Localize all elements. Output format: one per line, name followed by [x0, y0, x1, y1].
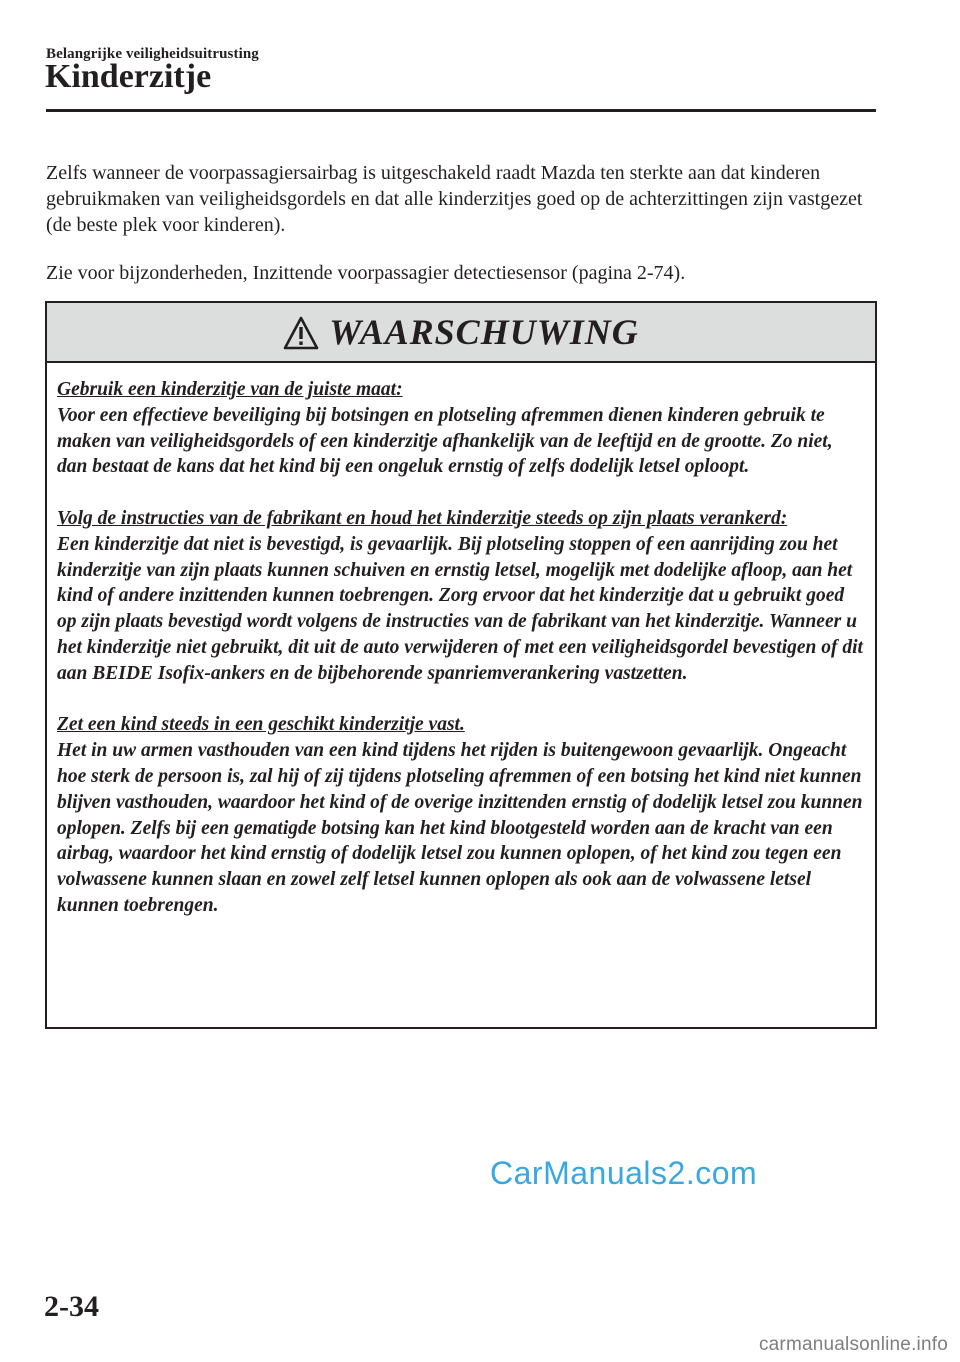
footer-watermark: carmanualsonline.info [758, 1334, 948, 1355]
warning-item-heading: Volg de instructies van de fabrikant en houd het kinderzitje steeds op zijn plaats verankerd: [57, 507, 788, 529]
warning-title: WAARSCHUWING [329, 312, 639, 352]
warning-triangle-icon [283, 316, 319, 350]
warning-item [57, 506, 865, 687]
title-divider [46, 109, 876, 112]
section-label: Belangrijke veiligheidsuitrusting [46, 46, 259, 62]
warning-item-text: Het in uw armen vasthouden van een kind tijdens het rijden is buitengewoon gevaarlijk. Ongeacht hoe sterk de persoon is, zal hij of zij tijdens plotseling afremmen of een botsing het kind niet kunnen blijven vasthouden, waardoor het kind of de overige inzittenden ernstig of dodelijk letsel zou kunnen oplopen. Zelfs bij een gematigde botsing kan het kind blootgesteld worden aan de kracht van een airbag, waardoor het kind ernstig of dodelijk letsel zou kunnen oplopen, of het kind zou tegen een volwassene kunnen slaan en zowel zelf letsel kunnen oplopen als ook aan de volwassene letsel kunnen toebrengen. [57, 740, 863, 916]
intro-paragraph: Zelfs wanneer de voorpassagiersairbag is uitgeschakeld raadt Mazda ten sterkte aan dat kinderen gebruikmaken van veiligheidsgordels en dat alle kinderzitjes goed op de achterzittingen zijn vastgezet (de beste plek voor kinderen). [46, 162, 863, 236]
warning-item-heading: Gebruik een kinderzitje van de juiste maat: [57, 379, 403, 400]
page-title: Kinderzitje [45, 58, 212, 95]
warning-box [45, 301, 877, 1029]
intro-reference-paragraph: Zie voor bijzonderheden, Inzittende voorpassagier detectiesensor (pagina 2-74). [46, 262, 686, 284]
watermark-logo: CarManuals2.com [490, 1155, 758, 1191]
page-number: 2-34 [44, 1290, 99, 1323]
warning-item-text: Voor een effectieve beveiliging bij botsingen en plotseling afremmen dienen kinderen gebruik te maken van veiligheidsgordels of een kinderzitje afhankelijk van de leeftijd en de grootte. Zo niet, dan bestaat de kans dat het kind bij een ongeluk ernstig of zelfs dodelijk letsel oploopt. [57, 404, 833, 478]
warning-header [47, 303, 875, 363]
warning-item-text: Een kinderzitje dat niet is bevestigd, is gevaarlijk. Bij plotseling stoppen of een aanrijding zou het kinderzitje van zijn plaats kunnen schuiven en ernstig letsel, mogelijk met dodelijke afloop, aan het kind of andere inzittenden kunnen toebrengen. Zorg ervoor dat het kinderzitje dat u gebruikt goed op zijn plaats bevestigd wordt volgens de instructies van de fabrikant van het kinderzitje. Wanneer u het kinderzitje niet gebruikt, dit uit de auto verwijderen of met een veiligheidsgordel bevestigen of dit aan BEIDE Isofix-ankers en de bijbehorende spanriemverankering vastzetten. [57, 533, 863, 684]
warning-item [57, 712, 865, 918]
warning-body [47, 363, 875, 919]
warning-item-heading: Zet een kind steeds in een geschikt kinderzitje vast. [57, 714, 465, 736]
intro-text [46, 160, 876, 286]
warning-item [57, 377, 865, 480]
